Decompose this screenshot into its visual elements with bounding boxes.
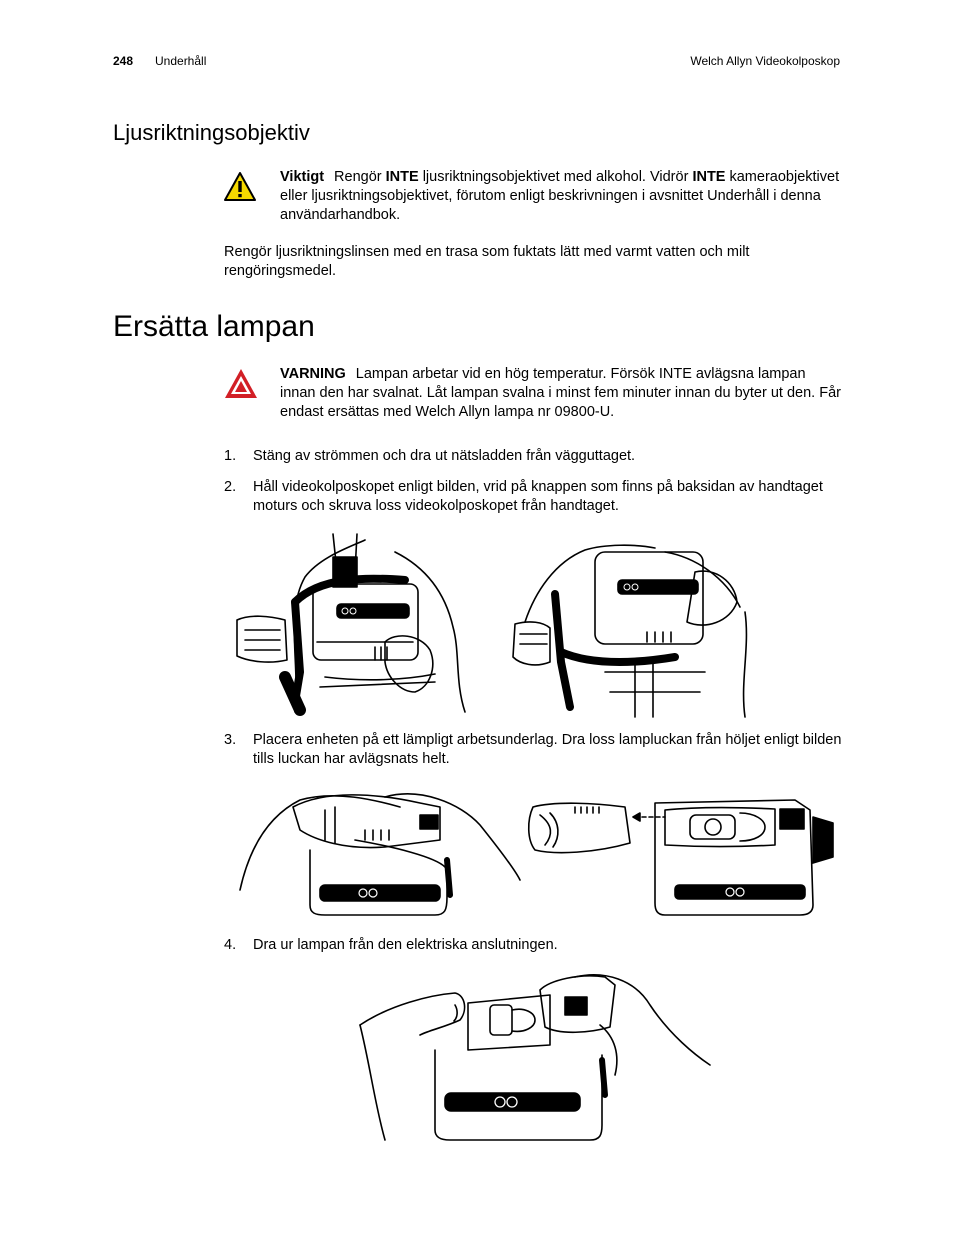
illustration-unscrew-colposcope — [225, 532, 765, 722]
warning-note — [280, 365, 845, 422]
step-number: 3. — [224, 732, 237, 748]
step-number: 2. — [224, 479, 237, 495]
illustration-unplug-lamp — [350, 965, 715, 1145]
section-title-light-objective: Ljusriktningsobjektiv — [113, 120, 310, 145]
step-text: Dra ur lampan från den elektriska anslutningen. — [253, 937, 558, 953]
header-section: Underhåll — [155, 54, 207, 68]
note-emphasis: INTE — [385, 169, 419, 185]
note-text: Rengör — [334, 169, 386, 185]
note-text: ljusriktningsobjektivet med alkohol. Vidrör — [418, 169, 693, 185]
step-text: Håll videokolposkopet enligt bilden, vrid på knappen som finns på baksidan av handtaget moturs och skruva loss videokolposkopet från handtaget. — [253, 479, 823, 514]
step-2 — [224, 478, 844, 516]
illustration-remove-lamp-cover — [235, 785, 840, 920]
step-text: Placera enheten på ett lämpligt arbetsunderlag. Dra loss lampluckan från höljet enligt bilden tills luckan har avlägsnats helt. — [253, 732, 842, 767]
step-text: Stäng av strömmen och dra ut nätsladden från vägguttaget. — [253, 448, 636, 464]
warning-text: Lampan arbetar vid en hög temperatur. Försök INTE avlägsna lampan innan den har svalnat. Låt lampan svalna i minst fem minuter innan du byter ut den. Får endast ersättas med Welch Allyn lampa nr 09800-U. — [280, 366, 841, 420]
note-emphasis: INTE — [692, 169, 726, 185]
header-product: Welch Allyn Videokolposkop — [690, 54, 840, 68]
warning-label: VARNING — [280, 366, 346, 382]
warning-icon — [223, 367, 259, 401]
step-1 — [224, 447, 844, 466]
note-label: Viktigt — [280, 169, 325, 185]
step-number: 1. — [224, 448, 237, 464]
step-number: 4. — [224, 937, 237, 953]
caution-icon — [223, 171, 257, 203]
important-note — [280, 168, 845, 225]
note-text: kameraobjektivet eller ljusriktningsobjektivet, förutom enligt beskrivningen i avsnittet Underhåll i denna användarhandbok. — [280, 169, 840, 223]
body-paragraph: Rengör ljusriktningslinsen med en trasa som fuktats lätt med varmt vatten och milt rengöringsmedel. — [224, 244, 750, 279]
step-4 — [224, 936, 844, 955]
page-number: 248 — [113, 54, 134, 68]
step-3 — [224, 731, 844, 769]
section-title-replace-lamp: Ersätta lampan — [113, 310, 315, 343]
